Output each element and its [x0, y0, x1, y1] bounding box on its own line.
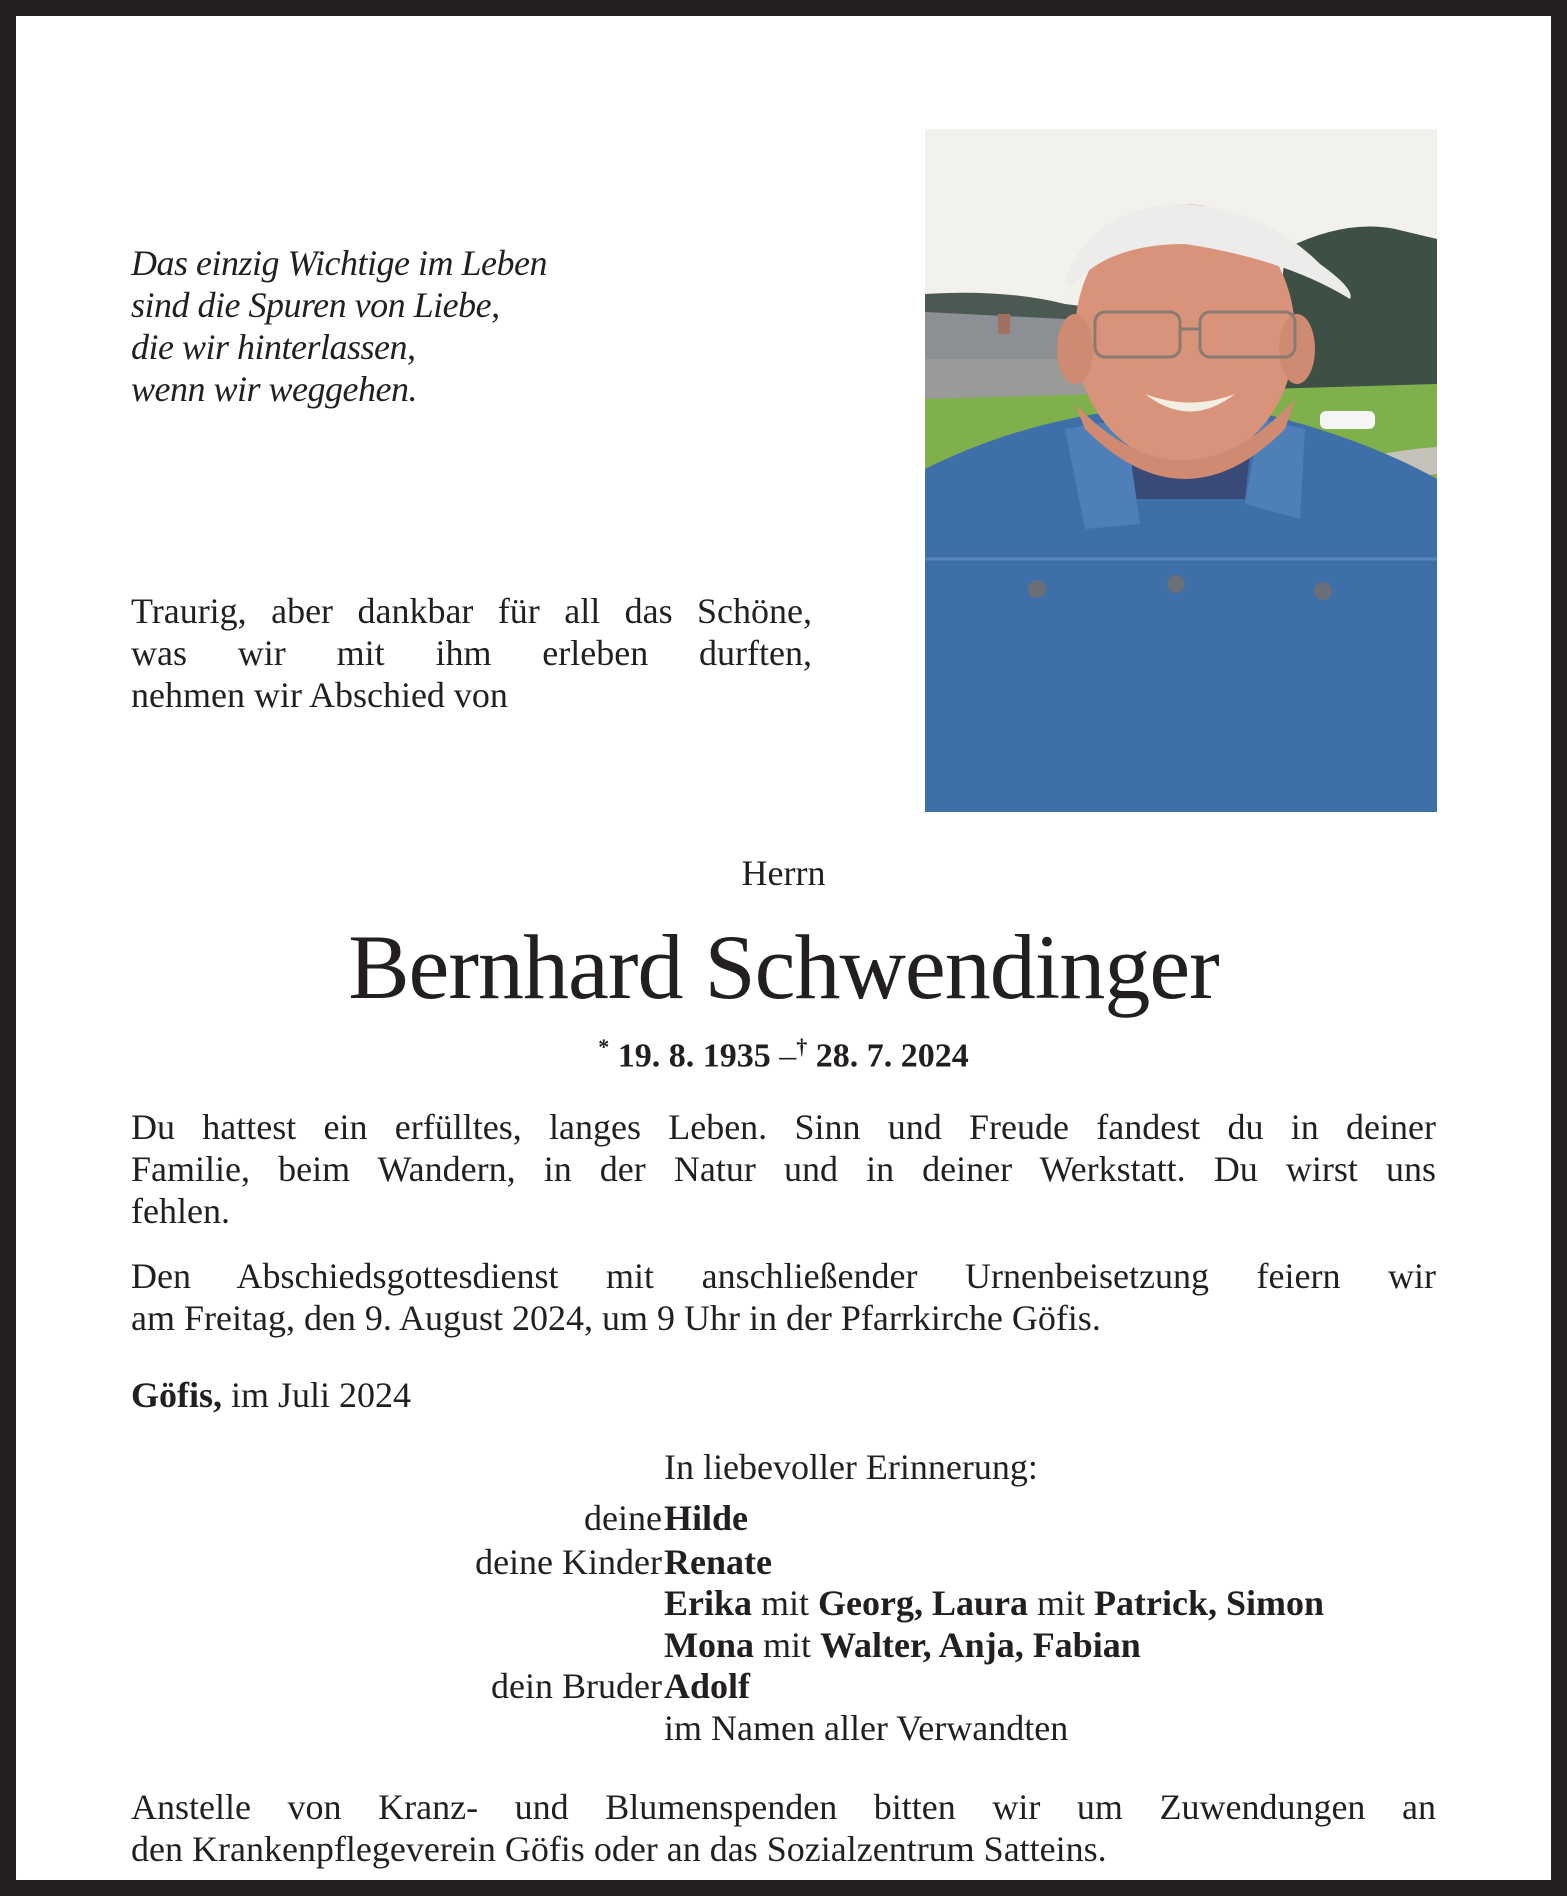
intro-line: Traurig, aber dankbar für all das Schöne,: [131, 591, 812, 631]
mourner-name: Erika: [664, 1583, 753, 1623]
deceased-name: Bernhard Schwendinger: [348, 916, 1219, 1018]
life-dates: [16, 1034, 1551, 1075]
mourner-connector: mit: [754, 1625, 821, 1665]
mourner-relation: deine: [584, 1498, 662, 1538]
mourner-name: Walter, Anja, Fabian: [820, 1625, 1141, 1665]
mourner-names: [664, 1582, 1324, 1624]
paragraph-line: Den Abschiedsgottesdienst mit anschließender Urnenbeisetzung feiern wir: [131, 1256, 1436, 1296]
quote-line: Das einzig Wichtige im Leben: [131, 243, 547, 283]
mourner-names: [664, 1497, 748, 1539]
dates-separator: –: [779, 1037, 797, 1075]
quote-line: wenn wir weggehen.: [131, 369, 417, 409]
quote-line: die wir hinterlassen,: [131, 327, 416, 367]
closing-line: Anstelle von Kranz- und Blumenspenden bitten wir um Zuwendungen an: [131, 1787, 1436, 1827]
mourner-names: [664, 1624, 1141, 1666]
paragraph-line: am Freitag, den 9. August 2024, um 9 Uhr in der Pfarrkirche Göfis.: [131, 1298, 1101, 1338]
mourner-relation: deine Kinder: [475, 1542, 662, 1582]
obituary-notice: [16, 16, 1551, 1880]
mourner-relation: dein Bruder: [491, 1666, 662, 1706]
mourner-names: [664, 1665, 750, 1707]
mourner-name: Patrick, Simon: [1094, 1583, 1325, 1623]
mourner-name: Georg, Laura: [818, 1583, 1029, 1623]
mourner-name: Mona: [664, 1625, 754, 1665]
portrait-illustration: [925, 129, 1437, 812]
quote-line: sind die Spuren von Liebe,: [131, 285, 500, 325]
birth-date: 19. 8. 1935: [617, 1037, 771, 1075]
salutation: Herrn: [741, 853, 826, 893]
mourner-name: Hilde: [664, 1498, 749, 1538]
paragraph-line: fehlen.: [131, 1191, 230, 1231]
intro-line: nehmen wir Abschied von: [131, 675, 508, 715]
death-date: 28. 7. 2024: [815, 1037, 969, 1075]
paragraph-line: Familie, beim Wandern, in der Natur und in deiner Werkstatt. Du wirst uns: [131, 1149, 1436, 1189]
portrait-photo: [925, 129, 1437, 812]
mourner-name: Adolf: [664, 1666, 751, 1706]
mourner-names: [664, 1707, 1068, 1749]
intro-line: was wir mit ihm erleben durften,: [131, 633, 812, 673]
place-date: [131, 1374, 411, 1416]
death-cross-icon: †: [796, 1034, 808, 1059]
mourner-connector: mit: [1028, 1583, 1095, 1623]
place: Göfis,: [131, 1375, 223, 1415]
date: im Juli 2024: [231, 1375, 412, 1415]
closing-line: den Krankenpflegeverein Göfis oder an das Sozialzentrum Satteins.: [131, 1829, 1107, 1869]
mourner-connector: mit: [752, 1583, 819, 1623]
mourners-heading: In liebevoller Erinnerung:: [664, 1447, 1038, 1487]
mourner-connector: im Namen aller Verwandten: [664, 1708, 1069, 1748]
birth-star-icon: *: [598, 1034, 610, 1059]
paragraph-line: Du hattest ein erfülltes, langes Leben. Sinn und Freude fandest du in deiner: [131, 1107, 1436, 1147]
mourner-name: Renate: [664, 1542, 772, 1582]
mourner-names: [664, 1541, 772, 1583]
